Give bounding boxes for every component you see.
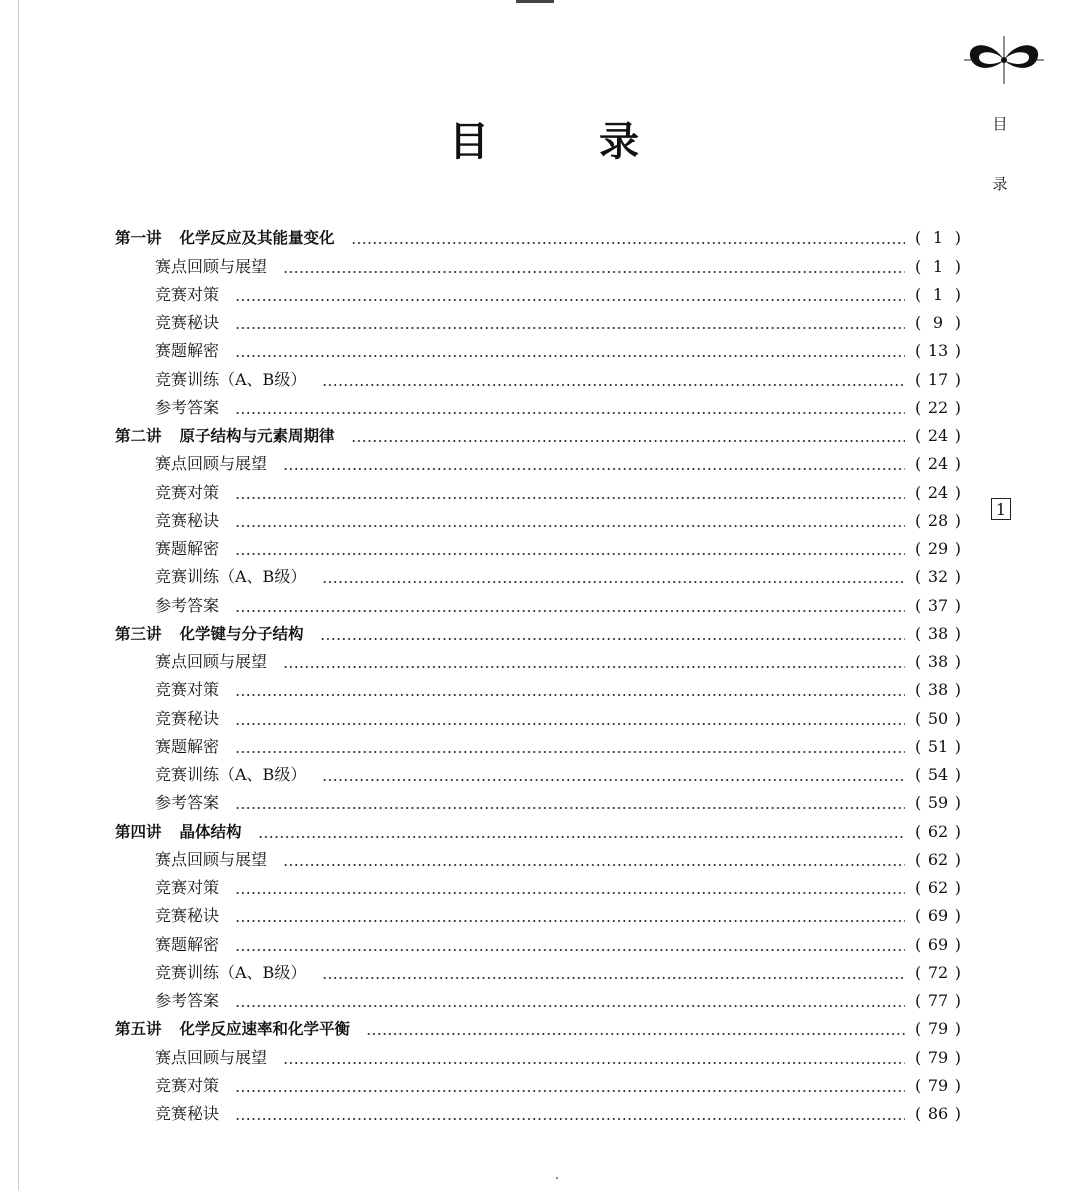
toc-chapter-row bbox=[115, 224, 965, 252]
page-ref-open-paren: ( bbox=[915, 1075, 922, 1095]
toc-page-number: 79 bbox=[927, 1019, 949, 1039]
dot-leader bbox=[322, 977, 905, 979]
page-ref-open-paren: ( bbox=[915, 680, 922, 700]
page-ref-close-paren: ) bbox=[954, 652, 961, 671]
toc-entry-label bbox=[155, 705, 219, 733]
page-ref-open-paren: ( bbox=[915, 454, 922, 474]
toc-entry-title: 参考答案 bbox=[155, 595, 220, 615]
toc-section-row bbox=[115, 902, 965, 930]
toc-page-ref bbox=[915, 874, 965, 902]
toc-section-row bbox=[115, 563, 965, 591]
toc-page-ref bbox=[915, 592, 965, 620]
toc-page-ref bbox=[915, 479, 965, 507]
toc-page-number: 72 bbox=[927, 962, 949, 982]
page-ref-close-paren: ) bbox=[954, 454, 961, 474]
toc-entry-label bbox=[155, 592, 219, 620]
toc-entry-title: 竞赛秘诀 bbox=[155, 313, 220, 332]
toc-entry-title: 化学键与分子结构 bbox=[179, 624, 304, 643]
toc-entry-title: 竞赛秘诀 bbox=[155, 708, 220, 728]
dot-leader bbox=[283, 1062, 905, 1064]
toc-entry-label bbox=[155, 507, 219, 535]
dot-leader bbox=[322, 581, 905, 583]
toc-page-number: 54 bbox=[927, 765, 949, 784]
toc-page-ref bbox=[915, 1072, 965, 1100]
binding-mark bbox=[516, 0, 554, 3]
toc-entry-title: 赛题解密 bbox=[155, 539, 220, 558]
toc-page-number: 24 bbox=[927, 454, 949, 474]
toc-page-ref bbox=[915, 648, 965, 676]
page-ref-close-paren: ) bbox=[954, 821, 961, 841]
toc-section-row bbox=[115, 281, 965, 309]
toc-page-number: 38 bbox=[927, 623, 949, 643]
toc-page-number: 13 bbox=[927, 341, 949, 361]
toc-page-number: 37 bbox=[927, 595, 949, 615]
toc-section-row bbox=[115, 676, 965, 704]
toc-entry-label bbox=[155, 281, 219, 309]
page-ref-open-paren: ( bbox=[915, 426, 922, 445]
dot-leader bbox=[235, 1118, 905, 1120]
page-ref-close-paren: ) bbox=[954, 680, 961, 700]
dot-leader bbox=[320, 638, 905, 640]
toc-page-number: 22 bbox=[927, 397, 949, 417]
dot-leader bbox=[235, 610, 905, 612]
page-ref-close-paren: ) bbox=[954, 1019, 961, 1039]
toc-chapter-row bbox=[115, 817, 965, 845]
toc-page-number: 62 bbox=[927, 878, 949, 897]
toc-page-number: 77 bbox=[927, 991, 949, 1010]
toc-page-ref bbox=[915, 1100, 965, 1128]
toc-entry-label bbox=[155, 1044, 267, 1072]
dot-leader bbox=[235, 327, 905, 329]
page-ref-open-paren: ( bbox=[915, 1047, 922, 1067]
toc-entry-title: 赛题解密 bbox=[155, 934, 220, 954]
dot-leader bbox=[351, 242, 905, 244]
page-ref-open-paren: ( bbox=[915, 821, 922, 841]
toc-entry-title: 赛点回顾与展望 bbox=[155, 652, 268, 671]
toc-page-number: 79 bbox=[927, 1047, 949, 1067]
butterfly-ornament-icon bbox=[962, 32, 1046, 88]
toc-page-number: 1 bbox=[932, 228, 944, 248]
toc-page-ref bbox=[915, 987, 965, 1015]
page-ref-close-paren: ) bbox=[954, 256, 961, 276]
toc-entry-label bbox=[155, 987, 219, 1015]
page-ref-open-paren: ( bbox=[915, 1104, 922, 1123]
toc-entry-label bbox=[155, 253, 267, 281]
toc-entry-label bbox=[155, 479, 219, 507]
toc-entry-label bbox=[155, 676, 219, 704]
page-ref-open-paren: ( bbox=[915, 765, 922, 784]
toc-entry-title: 赛点回顾与展望 bbox=[155, 454, 268, 474]
toc-entry-title: 竞赛对策 bbox=[155, 878, 220, 897]
toc-page-ref bbox=[915, 959, 965, 987]
toc-page-ref bbox=[915, 422, 965, 450]
toc-entry-title: 竞赛训练（A、B级） bbox=[155, 962, 307, 982]
toc-chapter-number: 第一讲 bbox=[115, 229, 162, 248]
side-tab bbox=[962, 32, 1046, 192]
toc-page-ref bbox=[915, 733, 965, 761]
toc-entry-label bbox=[155, 733, 219, 761]
toc-page-ref bbox=[915, 705, 965, 733]
toc-section-row bbox=[115, 704, 965, 732]
toc-page-ref bbox=[915, 535, 965, 563]
toc-page-number: 79 bbox=[927, 1075, 949, 1095]
toc-entry-title: 原子结构与元素周期律 bbox=[179, 427, 335, 445]
table-of-contents bbox=[115, 224, 965, 1128]
toc-section-row bbox=[115, 591, 965, 619]
toc-entry-title: 化学反应速率和化学平衡 bbox=[179, 1020, 351, 1039]
toc-page-ref bbox=[915, 902, 965, 930]
toc-entry-title: 赛点回顾与展望 bbox=[155, 849, 268, 869]
document-page bbox=[18, 0, 1059, 1190]
toc-entry-label bbox=[155, 789, 219, 817]
page-ref-open-paren: ( bbox=[915, 510, 922, 530]
page-ref-close-paren: ) bbox=[954, 595, 961, 615]
page-ref-close-paren: ) bbox=[954, 1047, 961, 1067]
toc-entry-title: 化学反应及其能量变化 bbox=[179, 229, 335, 248]
toc-page-ref bbox=[915, 253, 965, 281]
side-tab-char-2: 录 bbox=[992, 175, 1008, 193]
toc-entry-label bbox=[155, 959, 306, 987]
toc-entry-label bbox=[155, 1100, 219, 1128]
toc-page-ref bbox=[915, 337, 965, 365]
page-ref-close-paren: ) bbox=[954, 962, 961, 982]
toc-page-ref bbox=[915, 846, 965, 874]
toc-section-row bbox=[115, 959, 965, 987]
toc-entry-title: 赛点回顾与展望 bbox=[155, 1047, 268, 1067]
toc-page-number: 50 bbox=[927, 708, 949, 728]
toc-page-ref bbox=[915, 224, 965, 252]
page-ref-open-paren: ( bbox=[915, 934, 922, 954]
toc-chapter-number: 第三讲 bbox=[115, 624, 162, 643]
page-title-char-2: 录 bbox=[599, 119, 639, 165]
toc-section-row bbox=[115, 1100, 965, 1128]
page-ref-open-paren: ( bbox=[915, 962, 922, 982]
toc-entry-title: 竞赛对策 bbox=[155, 482, 220, 502]
side-tab-char-1: 目 bbox=[992, 115, 1008, 133]
page-ref-open-paren: ( bbox=[915, 652, 922, 671]
toc-entry-title: 赛题解密 bbox=[155, 736, 220, 756]
page-ref-open-paren: ( bbox=[915, 849, 922, 869]
toc-chapter-number: 第五讲 bbox=[115, 1020, 162, 1039]
toc-section-row bbox=[115, 450, 965, 478]
dot-leader bbox=[235, 694, 905, 696]
toc-entry-label bbox=[155, 931, 219, 959]
dot-leader bbox=[235, 299, 905, 301]
page-ref-close-paren: ) bbox=[954, 1104, 961, 1123]
dot-leader bbox=[235, 1005, 905, 1007]
toc-entry-label bbox=[115, 620, 304, 648]
page-ref-open-paren: ( bbox=[915, 736, 922, 756]
dot-leader bbox=[235, 892, 905, 894]
dot-leader bbox=[235, 497, 905, 499]
toc-page-number: 28 bbox=[927, 510, 949, 530]
toc-entry-label bbox=[155, 366, 306, 394]
page-ref-close-paren: ) bbox=[954, 736, 961, 756]
toc-entry-title: 晶体结构 bbox=[179, 822, 242, 841]
dot-leader bbox=[235, 412, 905, 414]
page-ref-close-paren: ) bbox=[954, 849, 961, 869]
page-ref-open-paren: ( bbox=[915, 595, 922, 615]
page-ref-close-paren: ) bbox=[954, 397, 961, 417]
page-ref-close-paren: ) bbox=[954, 539, 961, 558]
toc-entry-label bbox=[155, 648, 267, 676]
toc-page-number: 32 bbox=[927, 567, 949, 587]
toc-page-ref bbox=[915, 309, 965, 337]
toc-page-ref bbox=[915, 563, 965, 591]
toc-section-row bbox=[115, 478, 965, 506]
page-ref-close-paren: ) bbox=[954, 793, 961, 813]
toc-page-ref bbox=[915, 507, 965, 535]
toc-section-row bbox=[115, 1043, 965, 1071]
page-ref-close-paren: ) bbox=[954, 1075, 961, 1095]
toc-page-number: 24 bbox=[927, 426, 949, 445]
toc-page-ref bbox=[915, 1015, 965, 1043]
dot-leader bbox=[235, 553, 905, 555]
page-ref-open-paren: ( bbox=[915, 482, 922, 502]
toc-chapter-row bbox=[115, 1015, 965, 1043]
toc-entry-title: 参考答案 bbox=[155, 793, 220, 813]
toc-page-number: 38 bbox=[927, 680, 949, 700]
toc-entry-label bbox=[115, 818, 242, 846]
dot-leader bbox=[235, 723, 905, 725]
page-ref-open-paren: ( bbox=[915, 567, 922, 587]
page-ref-close-paren: ) bbox=[954, 313, 961, 332]
toc-section-row bbox=[115, 733, 965, 761]
dot-leader bbox=[283, 864, 905, 866]
page-ref-open-paren: ( bbox=[915, 256, 922, 276]
toc-entry-title: 赛点回顾与展望 bbox=[155, 256, 268, 276]
page-ref-open-paren: ( bbox=[915, 539, 922, 558]
toc-entry-title: 竞赛秘诀 bbox=[155, 1104, 220, 1123]
toc-entry-label bbox=[155, 535, 219, 563]
toc-section-row bbox=[115, 309, 965, 337]
page-ref-open-paren: ( bbox=[915, 341, 922, 361]
toc-entry-label bbox=[155, 450, 267, 478]
page-ref-close-paren: ) bbox=[954, 991, 961, 1010]
toc-entry-title: 赛题解密 bbox=[155, 341, 220, 361]
scan-speck bbox=[556, 1177, 558, 1179]
page-ref-close-paren: ) bbox=[954, 878, 961, 897]
toc-page-ref bbox=[915, 620, 965, 648]
toc-entry-title: 竞赛对策 bbox=[155, 680, 220, 700]
toc-section-row bbox=[115, 789, 965, 817]
toc-chapter-row bbox=[115, 422, 965, 450]
toc-page-number: 51 bbox=[927, 736, 949, 756]
toc-entry-title: 竞赛秘诀 bbox=[155, 906, 220, 926]
toc-chapter-row bbox=[115, 620, 965, 648]
toc-section-row bbox=[115, 394, 965, 422]
toc-section-row bbox=[115, 507, 965, 535]
toc-entry-title: 竞赛训练（A、B级） bbox=[155, 765, 307, 784]
toc-entry-title: 竞赛对策 bbox=[155, 1075, 220, 1095]
page-title bbox=[449, 112, 639, 172]
toc-page-number: 38 bbox=[927, 652, 949, 671]
page-ref-close-paren: ) bbox=[954, 369, 961, 389]
dot-leader bbox=[235, 751, 905, 753]
page-ref-close-paren: ) bbox=[954, 906, 961, 926]
page-ref-open-paren: ( bbox=[915, 313, 922, 332]
dot-leader bbox=[235, 807, 905, 809]
page-ref-close-paren: ) bbox=[954, 284, 961, 304]
toc-page-number: 29 bbox=[927, 539, 949, 558]
toc-entry-label bbox=[155, 394, 219, 422]
toc-page-number: 17 bbox=[927, 369, 949, 389]
toc-section-row bbox=[115, 874, 965, 902]
dot-leader bbox=[283, 468, 905, 470]
toc-page-ref bbox=[915, 1044, 965, 1072]
toc-page-number: 69 bbox=[927, 934, 949, 954]
toc-entry-title: 参考答案 bbox=[155, 397, 220, 417]
page-ref-open-paren: ( bbox=[915, 878, 922, 897]
page-ref-close-paren: ) bbox=[954, 510, 961, 530]
toc-section-row bbox=[115, 365, 965, 393]
page-ref-open-paren: ( bbox=[915, 991, 922, 1010]
side-tab-label bbox=[990, 94, 1010, 214]
toc-entry-label bbox=[155, 1072, 219, 1100]
toc-entry-label bbox=[155, 846, 267, 874]
dot-leader bbox=[322, 779, 905, 781]
toc-page-ref bbox=[915, 931, 965, 959]
toc-page-ref bbox=[915, 789, 965, 817]
toc-section-row bbox=[115, 930, 965, 958]
page-ref-close-paren: ) bbox=[954, 708, 961, 728]
dot-leader bbox=[366, 1033, 905, 1035]
toc-entry-label bbox=[155, 902, 219, 930]
page-ref-close-paren: ) bbox=[954, 228, 961, 248]
toc-page-number: 24 bbox=[927, 482, 949, 502]
toc-page-number: 86 bbox=[927, 1104, 949, 1123]
toc-page-ref bbox=[915, 818, 965, 846]
toc-section-row bbox=[115, 535, 965, 563]
toc-entry-label bbox=[115, 1015, 350, 1043]
toc-entry-label bbox=[155, 761, 306, 789]
dot-leader bbox=[235, 949, 905, 951]
dot-leader bbox=[258, 836, 905, 838]
toc-section-row bbox=[115, 846, 965, 874]
toc-chapter-number: 第二讲 bbox=[115, 427, 162, 445]
toc-section-row bbox=[115, 337, 965, 365]
toc-entry-title: 竞赛训练（A、B级） bbox=[155, 369, 307, 389]
page-ref-open-paren: ( bbox=[915, 369, 922, 389]
page-title-char-1: 目 bbox=[449, 119, 489, 165]
page-ref-open-paren: ( bbox=[915, 397, 922, 417]
page-ref-close-paren: ) bbox=[954, 934, 961, 954]
page-ref-open-paren: ( bbox=[915, 708, 922, 728]
toc-page-number: 1 bbox=[932, 256, 944, 276]
toc-section-row bbox=[115, 761, 965, 789]
dot-leader bbox=[235, 355, 905, 357]
dot-leader bbox=[322, 384, 905, 386]
toc-section-row bbox=[115, 648, 965, 676]
page-ref-close-paren: ) bbox=[954, 623, 961, 643]
dot-leader bbox=[235, 525, 905, 527]
page-ref-close-paren: ) bbox=[954, 482, 961, 502]
dot-leader bbox=[283, 666, 905, 668]
toc-section-row bbox=[115, 987, 965, 1015]
toc-page-ref bbox=[915, 676, 965, 704]
toc-page-number: 59 bbox=[927, 793, 949, 813]
toc-entry-label bbox=[115, 422, 335, 450]
dot-leader bbox=[283, 271, 905, 273]
toc-page-ref bbox=[915, 366, 965, 394]
dot-leader bbox=[235, 920, 905, 922]
toc-section-row bbox=[115, 1072, 965, 1100]
page-ref-close-paren: ) bbox=[954, 341, 961, 361]
toc-entry-label bbox=[155, 337, 219, 365]
toc-entry-title: 竞赛秘诀 bbox=[155, 510, 220, 530]
page-ref-open-paren: ( bbox=[915, 906, 922, 926]
toc-chapter-number: 第四讲 bbox=[115, 822, 162, 841]
page-ref-open-paren: ( bbox=[915, 623, 922, 643]
toc-page-ref bbox=[915, 761, 965, 789]
toc-entry-title: 竞赛对策 bbox=[155, 284, 220, 304]
page-ref-open-paren: ( bbox=[915, 228, 922, 248]
toc-page-ref bbox=[915, 450, 965, 478]
page-number: 1 bbox=[991, 498, 1011, 520]
page-ref-close-paren: ) bbox=[954, 765, 961, 784]
toc-entry-label bbox=[115, 224, 335, 252]
toc-entry-label bbox=[155, 309, 219, 337]
toc-page-number: 1 bbox=[932, 284, 944, 304]
dot-leader bbox=[235, 1090, 905, 1092]
toc-entry-label bbox=[155, 563, 306, 591]
toc-page-ref bbox=[915, 394, 965, 422]
page-ref-close-paren: ) bbox=[954, 426, 961, 445]
toc-entry-label bbox=[155, 874, 219, 902]
page-ref-close-paren: ) bbox=[954, 567, 961, 587]
page-ref-open-paren: ( bbox=[915, 1019, 922, 1039]
dot-leader bbox=[351, 440, 905, 442]
toc-page-number: 9 bbox=[932, 313, 944, 332]
toc-entry-title: 竞赛训练（A、B级） bbox=[155, 567, 307, 587]
page-ref-open-paren: ( bbox=[915, 284, 922, 304]
page-ref-open-paren: ( bbox=[915, 793, 922, 813]
toc-page-number: 62 bbox=[927, 821, 949, 841]
toc-page-number: 69 bbox=[927, 906, 949, 926]
toc-entry-title: 参考答案 bbox=[155, 991, 220, 1010]
toc-page-number: 62 bbox=[927, 849, 949, 869]
toc-page-ref bbox=[915, 281, 965, 309]
toc-section-row bbox=[115, 252, 965, 280]
